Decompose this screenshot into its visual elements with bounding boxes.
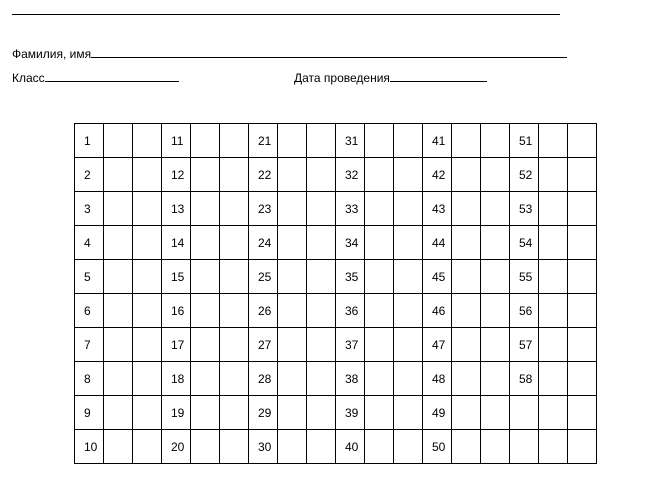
grid-row (75, 158, 597, 192)
top-blank-line (12, 14, 560, 15)
answer-cell[interactable] (394, 124, 423, 158)
answer-cell[interactable] (365, 192, 394, 226)
answer-cell[interactable] (278, 294, 307, 328)
answer-cell[interactable] (365, 226, 394, 260)
answer-cell[interactable] (278, 260, 307, 294)
question-number-cell: 10 (75, 430, 104, 464)
answer-cell[interactable] (191, 362, 220, 396)
answer-cell[interactable] (104, 124, 133, 158)
question-number-cell: 18 (162, 362, 191, 396)
answer-cell[interactable] (481, 430, 510, 464)
question-number-cell: 54 (510, 226, 539, 260)
answer-cell[interactable] (394, 226, 423, 260)
answer-cell[interactable] (278, 124, 307, 158)
answer-cell[interactable] (278, 226, 307, 260)
question-number-cell: 32 (336, 158, 365, 192)
answer-cell[interactable] (568, 328, 597, 362)
answer-cell[interactable] (220, 328, 249, 362)
answer-cell[interactable] (104, 294, 133, 328)
question-number-cell: 57 (510, 328, 539, 362)
answer-cell[interactable] (394, 192, 423, 226)
answer-cell[interactable] (365, 158, 394, 192)
answer-cell[interactable] (452, 362, 481, 396)
answer-cell[interactable] (307, 396, 336, 430)
question-number-cell: 23 (249, 192, 278, 226)
answer-cell[interactable] (568, 362, 597, 396)
answer-cell[interactable] (568, 226, 597, 260)
answer-cell[interactable] (307, 192, 336, 226)
answer-cell[interactable] (452, 260, 481, 294)
question-number-cell: 58 (510, 362, 539, 396)
answer-cell[interactable] (133, 328, 162, 362)
grid-row (75, 124, 597, 158)
answer-cell[interactable] (539, 192, 568, 226)
question-number-cell: 29 (249, 396, 278, 430)
name-field[interactable] (12, 47, 567, 61)
answer-cell[interactable] (133, 362, 162, 396)
answer-cell[interactable] (394, 294, 423, 328)
answer-cell[interactable] (481, 260, 510, 294)
question-number-cell: 17 (162, 328, 191, 362)
grid-row (75, 362, 597, 396)
answer-cell[interactable] (539, 294, 568, 328)
answer-cell[interactable] (539, 158, 568, 192)
answer-cell[interactable] (394, 328, 423, 362)
answer-grid-body (75, 124, 597, 464)
answer-cell[interactable] (220, 294, 249, 328)
question-number-cell: 7 (75, 328, 104, 362)
answer-cell[interactable] (133, 260, 162, 294)
answer-cell[interactable] (365, 430, 394, 464)
answer-cell[interactable] (191, 328, 220, 362)
question-number-cell: 16 (162, 294, 191, 328)
answer-cell[interactable] (394, 260, 423, 294)
answer-cell[interactable] (307, 362, 336, 396)
answer-cell[interactable] (307, 158, 336, 192)
answer-cell[interactable] (481, 396, 510, 430)
question-number-cell: 37 (336, 328, 365, 362)
answer-cell[interactable] (104, 362, 133, 396)
question-number-cell: 19 (162, 396, 191, 430)
answer-cell[interactable] (104, 396, 133, 430)
question-number-cell: 40 (336, 430, 365, 464)
answer-cell[interactable] (191, 294, 220, 328)
answer-cell[interactable] (481, 226, 510, 260)
answer-cell[interactable] (481, 294, 510, 328)
answer-cell[interactable] (452, 226, 481, 260)
question-number-cell: 41 (423, 124, 452, 158)
question-number-cell: 9 (75, 396, 104, 430)
answer-cell[interactable] (220, 226, 249, 260)
question-number-cell: 36 (336, 294, 365, 328)
answer-cell[interactable] (539, 226, 568, 260)
question-number-cell: 14 (162, 226, 191, 260)
question-number-cell: 13 (162, 192, 191, 226)
answer-cell[interactable] (452, 124, 481, 158)
question-number-cell: 53 (510, 192, 539, 226)
answer-cell[interactable] (133, 430, 162, 464)
answer-cell[interactable] (307, 430, 336, 464)
answer-cell[interactable] (568, 124, 597, 158)
question-number-cell: 12 (162, 158, 191, 192)
question-number-cell: 24 (249, 226, 278, 260)
question-number-cell: 52 (510, 158, 539, 192)
question-number-cell: 42 (423, 158, 452, 192)
answer-cell[interactable] (104, 260, 133, 294)
answer-cell[interactable] (104, 328, 133, 362)
question-number-cell: 44 (423, 226, 452, 260)
answer-cell[interactable] (220, 430, 249, 464)
answer-cell[interactable] (104, 430, 133, 464)
answer-cell[interactable] (481, 362, 510, 396)
question-number-cell: 21 (249, 124, 278, 158)
question-number-cell: 2 (75, 158, 104, 192)
answer-cell[interactable] (133, 396, 162, 430)
question-number-cell: 47 (423, 328, 452, 362)
answer-cell[interactable] (539, 396, 568, 430)
date-blank[interactable] (390, 71, 487, 82)
answer-cell[interactable] (568, 430, 597, 464)
answer-cell[interactable] (481, 158, 510, 192)
answer-cell[interactable] (191, 158, 220, 192)
question-number-cell: 39 (336, 396, 365, 430)
answer-cell[interactable] (133, 158, 162, 192)
question-number-cell: 27 (249, 328, 278, 362)
question-number-cell: 56 (510, 294, 539, 328)
answer-cell[interactable] (394, 362, 423, 396)
answer-cell[interactable] (220, 158, 249, 192)
answer-grid (74, 123, 597, 464)
answer-cell[interactable] (365, 260, 394, 294)
answer-cell[interactable] (568, 192, 597, 226)
question-number-cell: 38 (336, 362, 365, 396)
answer-cell[interactable] (365, 124, 394, 158)
grid-row (75, 328, 597, 362)
question-number-cell: 8 (75, 362, 104, 396)
answer-cell[interactable] (191, 226, 220, 260)
answer-cell[interactable] (568, 158, 597, 192)
answer-cell[interactable] (394, 158, 423, 192)
question-number-cell: 15 (162, 260, 191, 294)
answer-cell[interactable] (133, 294, 162, 328)
question-number-cell: 31 (336, 124, 365, 158)
grid-row (75, 396, 597, 430)
question-number-cell: 55 (510, 260, 539, 294)
answer-cell[interactable] (191, 124, 220, 158)
answer-cell[interactable] (191, 430, 220, 464)
question-number-cell: 48 (423, 362, 452, 396)
answer-cell[interactable] (539, 430, 568, 464)
question-number-cell: 20 (162, 430, 191, 464)
question-number-cell: 49 (423, 396, 452, 430)
answer-cell[interactable] (481, 192, 510, 226)
answer-cell[interactable] (452, 158, 481, 192)
answer-cell[interactable] (133, 124, 162, 158)
answer-cell[interactable] (568, 294, 597, 328)
answer-cell[interactable] (365, 294, 394, 328)
name-blank[interactable] (91, 47, 567, 58)
answer-cell[interactable] (278, 362, 307, 396)
answer-cell[interactable] (539, 362, 568, 396)
question-number-cell: 30 (249, 430, 278, 464)
date-field[interactable] (294, 71, 487, 85)
answer-cell[interactable] (191, 260, 220, 294)
answer-cell[interactable] (133, 226, 162, 260)
question-number-cell: 33 (336, 192, 365, 226)
question-number-cell: 11 (162, 124, 191, 158)
answer-cell[interactable] (539, 260, 568, 294)
answer-cell[interactable] (568, 260, 597, 294)
class-field[interactable] (12, 71, 179, 85)
question-number-cell: 45 (423, 260, 452, 294)
answer-cell[interactable] (278, 192, 307, 226)
answer-cell[interactable] (104, 226, 133, 260)
date-label: Дата проведения (294, 71, 390, 85)
question-number-cell: 25 (249, 260, 278, 294)
answer-cell[interactable] (191, 192, 220, 226)
question-number-cell: 22 (249, 158, 278, 192)
question-number-cell: 4 (75, 226, 104, 260)
grid-row (75, 260, 597, 294)
grid-row (75, 430, 597, 464)
question-number-cell: 51 (510, 124, 539, 158)
question-number-cell: 3 (75, 192, 104, 226)
answer-cell[interactable] (452, 396, 481, 430)
answer-cell[interactable] (452, 328, 481, 362)
question-number-cell: 50 (423, 430, 452, 464)
answer-cell[interactable] (278, 430, 307, 464)
answer-cell[interactable] (394, 430, 423, 464)
answer-cell[interactable] (394, 396, 423, 430)
answer-cell[interactable] (220, 362, 249, 396)
answer-cell[interactable] (307, 124, 336, 158)
answer-cell[interactable] (539, 124, 568, 158)
answer-cell[interactable] (365, 362, 394, 396)
answer-cell[interactable] (452, 294, 481, 328)
answer-cell[interactable] (133, 192, 162, 226)
answer-cell[interactable] (481, 328, 510, 362)
answer-cell[interactable] (220, 192, 249, 226)
answer-cell[interactable] (220, 260, 249, 294)
class-blank[interactable] (45, 71, 179, 82)
answer-cell[interactable] (104, 158, 133, 192)
question-number-cell: 5 (75, 260, 104, 294)
answer-cell[interactable] (220, 124, 249, 158)
question-number-cell (510, 430, 539, 464)
answer-cell[interactable] (452, 430, 481, 464)
name-label: Фамилия, имя (12, 47, 92, 61)
question-number-cell: 26 (249, 294, 278, 328)
answer-cell[interactable] (307, 226, 336, 260)
answer-cell[interactable] (568, 396, 597, 430)
grid-row (75, 226, 597, 260)
answer-cell[interactable] (278, 396, 307, 430)
question-number-cell: 1 (75, 124, 104, 158)
answer-cell[interactable] (278, 158, 307, 192)
answer-cell[interactable] (104, 192, 133, 226)
answer-cell[interactable] (278, 328, 307, 362)
answer-cell[interactable] (365, 396, 394, 430)
question-number-cell (510, 396, 539, 430)
question-number-cell: 43 (423, 192, 452, 226)
answer-cell[interactable] (307, 328, 336, 362)
answer-cell[interactable] (481, 124, 510, 158)
answer-cell[interactable] (307, 294, 336, 328)
answer-cell[interactable] (191, 396, 220, 430)
question-number-cell: 34 (336, 226, 365, 260)
answer-cell[interactable] (220, 396, 249, 430)
answer-cell[interactable] (365, 328, 394, 362)
grid-row (75, 192, 597, 226)
question-number-cell: 28 (249, 362, 278, 396)
answer-cell[interactable] (307, 260, 336, 294)
question-number-cell: 35 (336, 260, 365, 294)
answer-cell[interactable] (539, 328, 568, 362)
question-number-cell: 46 (423, 294, 452, 328)
class-label: Класс (12, 71, 45, 85)
grid-row (75, 294, 597, 328)
question-number-cell: 6 (75, 294, 104, 328)
answer-cell[interactable] (452, 192, 481, 226)
